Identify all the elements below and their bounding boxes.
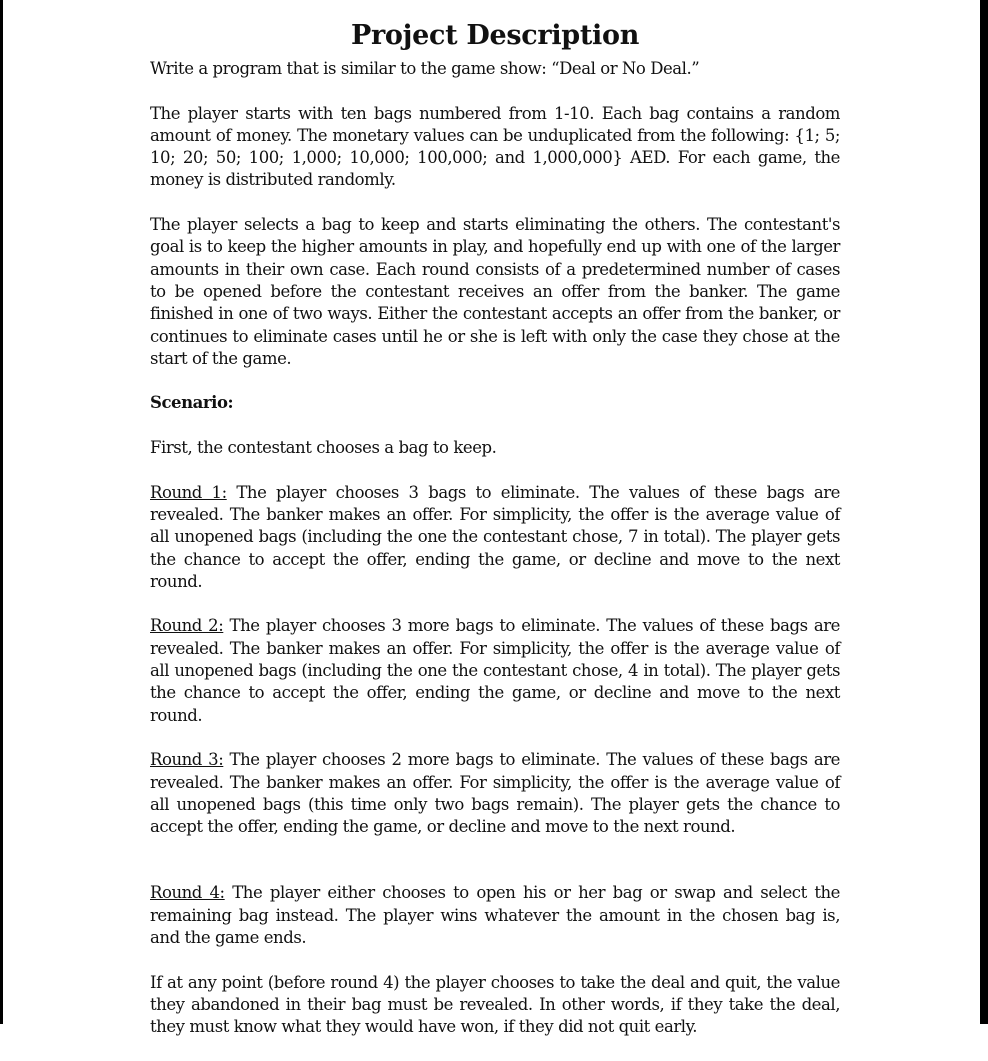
round-4-paragraph	[150, 882, 840, 949]
round-1-text: The player chooses 3 bags to eliminate. The values of these bags are revealed. The banker makes an offer. For simplicity, the offer is the average value of all unopened bags (including the one the contestant chose, 7 in total). The player gets the chance to accept the offer, ending the game, or decline and move to the next round.	[150, 482, 841, 591]
rules-paragraph: The player selects a bag to keep and starts eliminating the others. The contestant's goal is to keep the higher amounts in play, and hopefully end up with one of the larger amounts in their own case. Each round consists of a predetermined number of cases to be opened before the contestant receives an offer from the banker. The game finished in one of two ways. Either the contestant accepts an offer from the banker, or continues to eliminate cases until he or she is left with only the case they chose at the start of the game.	[150, 215, 840, 368]
round-3-text: The player chooses 2 more bags to eliminate. The values of these bags are revealed. The banker makes an offer. For simplicity, the offer is the average value of all unopened bags (this time only two bags remain). The player gets the chance to accept the offer, ending the game, or decline and move to the next round.	[150, 750, 840, 837]
round-2-text: The player chooses 3 more bags to eliminate. The values of these bags are revealed. The banker makes an offer. For simplicity, the offer is the average value of all unopened bags (including the one the contestant chose, 4 in total). The player gets the chance to accept the offer, ending the game, or decline and move to the next round.	[150, 616, 840, 725]
round-4-label: Round 4:	[150, 883, 225, 903]
round-1-paragraph	[150, 482, 840, 593]
round-2-label: Round 2:	[150, 616, 224, 636]
round-1-label: Round 1:	[150, 482, 227, 502]
scenario-heading: Scenario:	[150, 393, 234, 413]
document-title: Project Description	[350, 20, 640, 51]
right-page-edge	[980, 0, 988, 1024]
round-3-label: Round 3:	[150, 750, 224, 770]
round-4-text: The player either chooses to open his or her bag or swap and select the remaining bag instead. The player wins whatever the amount in the chosen bag is, and the game ends.	[150, 883, 841, 947]
left-page-edge	[0, 0, 3, 1024]
bags-paragraph: The player starts with ten bags numbered from 1-10. Each bag contains a random amount of money. The monetary values can be unduplicated from the following: {1; 5; 10; 20; 50; 100; 1,000; 10,000; 100,000; and 1,000,000} AED. For each game, the money is distributed randomly.	[150, 103, 840, 190]
intro-paragraph: Write a program that is similar to the game show: “Deal or No Deal.”	[150, 59, 700, 78]
round-2-paragraph	[150, 615, 840, 726]
document-page	[150, 20, 840, 1061]
closing-paragraph: If at any point (before round 4) the player chooses to take the deal and quit, the value they abandoned in their bag must be revealed. In other words, if they take the deal, they must know what they would have won, if they did not quit early.	[150, 972, 840, 1037]
first-step-paragraph: First, the contestant chooses a bag to keep.	[150, 438, 497, 458]
round-3-paragraph	[150, 749, 840, 838]
